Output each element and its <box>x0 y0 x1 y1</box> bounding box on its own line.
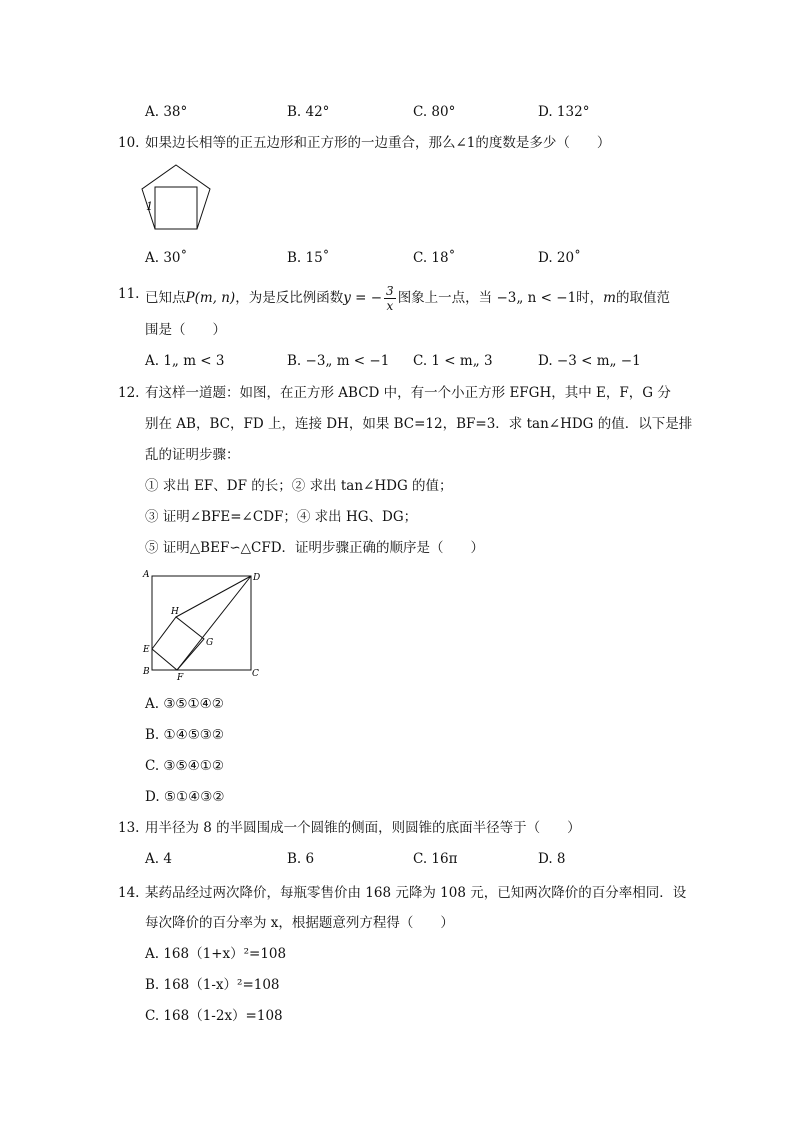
q13-options <box>145 849 745 869</box>
q12-option-d: D. ⑤①④③② <box>145 789 225 805</box>
q9-option-c: C. 80° <box>413 104 456 120</box>
question-12-line3: 乱的证明步骤： <box>145 447 240 463</box>
question-number: 14. <box>118 885 140 901</box>
label-c: C <box>252 669 259 679</box>
q11-option-a: A. 1„ m < 3 <box>145 353 225 369</box>
label-d: D <box>253 573 261 583</box>
q12-option-b: B. ①④⑤③② <box>145 727 225 743</box>
question-text: 如果边长相等的正五边形和正方形的一边重合，那么∠1的度数是多少（ ） <box>145 135 611 151</box>
question-text-line1: 有这样一道题：如图，在正方形 ABCD 中，有一个小正方形 EFGH，其中 E，F，G 分 <box>145 385 671 401</box>
angle-1-label: 1 <box>146 200 153 213</box>
question-number: 11. <box>118 286 140 302</box>
q10-option-b: B. 15˚ <box>287 250 330 266</box>
q11-option-c: C. 1 < m„ 3 <box>413 353 493 369</box>
q9-option-d: D. 132° <box>538 104 590 120</box>
q13-option-b: B. 6 <box>287 851 315 867</box>
q12-option-a: A. ③⑤①④② <box>145 696 224 712</box>
question-12-step-line3: ⑤ 证明△BEF∽△CFD．证明步骤正确的顺序是（ ） <box>145 540 485 556</box>
question-12-step-line1: ① 求出 EF、DF 的长；② 求出 tan∠HDG 的值； <box>145 478 453 494</box>
q10-option-a: A. 30˚ <box>145 250 188 266</box>
label-g: G <box>206 638 214 648</box>
question-11 <box>0 284 794 312</box>
function-fraction: $\frac{3}{x}$ <box>386 284 394 313</box>
pentagon-square-figure <box>138 162 214 238</box>
q14-option-c: C. 168（1-2x）=108 <box>145 1008 283 1024</box>
q13-option-c: C. 16π <box>413 851 458 867</box>
question-12-step-line2: ③ 证明∠BFE=∠CDF；④ 求出 HG、DG； <box>145 509 418 525</box>
q11-options <box>145 351 745 371</box>
label-h: H <box>171 607 179 617</box>
square-abcd-figure <box>140 568 270 682</box>
question-number: 12. <box>118 385 140 401</box>
label-b: B <box>143 667 150 677</box>
q10-option-c: C. 18˚ <box>413 250 456 266</box>
question-number: 13. <box>118 820 140 836</box>
question-text-line1: 某药品经过两次降价，每瓶零售价由 168 元降为 108 元，已知两次降价的百分率相同．设 <box>145 885 687 901</box>
function-lhs: y = − <box>343 290 383 306</box>
question-text: 用半径为 8 的半圆围成一个圆锥的侧面，则圆锥的底面半径等于（ ） <box>145 820 581 836</box>
q10-option-d: D. 20˚ <box>538 250 581 266</box>
q12-option-c: C. ③⑤④①② <box>145 758 224 774</box>
q10-options <box>145 248 745 268</box>
q13-option-d: D. 8 <box>538 851 566 867</box>
question-number: 10. <box>118 135 140 151</box>
q9-option-a: A. 38° <box>145 104 188 120</box>
question-text-line1: 已知点P(m, n)，为是反比例函数y = − $\frac{3}{x}$ 图象上一点，当 −3„ n < −1时，m的取值范 <box>145 284 670 313</box>
q14-option-b: B. 168（1-x）²=108 <box>145 977 280 993</box>
label-e: E <box>143 645 150 655</box>
label-f: F <box>177 673 184 682</box>
question-14-line2: 每次降价的百分率为 x，根据题意列方程得（ ） <box>145 915 454 931</box>
q11-option-b: B. −3„ m < −1 <box>287 353 390 369</box>
q9-options <box>145 102 745 122</box>
point-p: P(m, n) <box>185 290 236 306</box>
question-12-line2: 别在 AB，BC，FD 上，连接 DH，如果 BC=12，BF=3．求 tan∠HDG 的值．以下是排 <box>145 416 693 432</box>
label-a: A <box>143 570 150 580</box>
q13-option-a: A. 4 <box>145 851 172 867</box>
question-11-line2: 围是（ ） <box>145 322 226 338</box>
q11-option-d: D. −3 < m„ −1 <box>538 353 641 369</box>
q9-option-b: B. 42° <box>287 104 330 120</box>
q14-option-a: A. 168（1+x）²=108 <box>145 946 287 962</box>
